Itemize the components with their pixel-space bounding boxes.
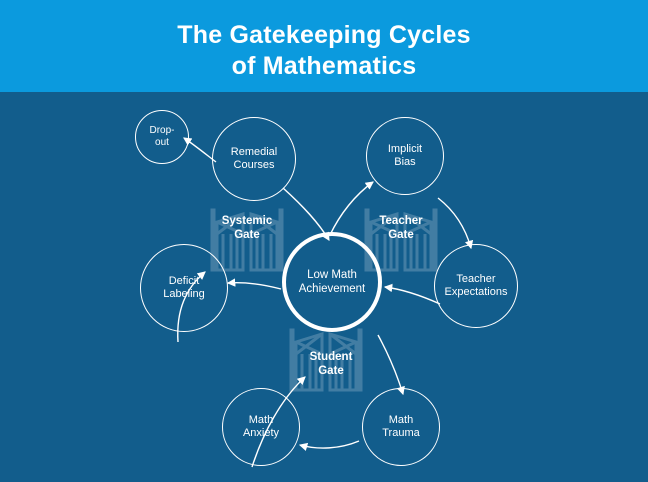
gate-label-student-line-1: Student — [309, 351, 353, 363]
page-title-line-1: The Gatekeeping Cycles — [177, 21, 471, 49]
gate-label-systemic-line-1: Systemic — [221, 215, 273, 227]
arrow-center-to-deficit — [228, 283, 281, 289]
arrow-expectations-to-center — [385, 287, 440, 304]
node-math-anxiety[interactable] — [222, 388, 300, 466]
node-teacher-expectations-line-2: Expectations — [444, 286, 508, 298]
node-dropout[interactable] — [135, 110, 189, 164]
page-title — [0, 20, 648, 82]
node-low-math-achievement[interactable] — [282, 232, 382, 332]
node-math-trauma[interactable] — [362, 388, 440, 466]
node-deficit-labeling-line-1: Deficit — [168, 275, 200, 287]
node-math-trauma-line-1: Math — [388, 414, 414, 426]
node-deficit-labeling[interactable] — [140, 244, 228, 332]
gate-label-systemic-line-2: Gate — [234, 229, 260, 241]
node-implicit-bias[interactable] — [366, 117, 444, 195]
node-dropout-line-1: Drop- — [149, 125, 175, 136]
node-math-trauma-line-2: Trauma — [382, 427, 420, 439]
gate-label-teacher-line-1: Teacher — [379, 215, 423, 227]
gate-label-teacher-line-2: Gate — [388, 229, 414, 241]
gate-label-systemic — [202, 214, 292, 242]
node-remedial-courses-line-2: Courses — [233, 159, 275, 171]
node-math-anxiety-line-1: Math — [248, 414, 274, 426]
arrow-trauma-to-anxiety — [300, 441, 359, 448]
center-node-line-2: Achievement — [298, 283, 366, 295]
node-deficit-labeling-line-2: Labeling — [163, 288, 205, 300]
center-node-line-1: Low Math — [307, 269, 357, 281]
node-remedial-courses[interactable] — [212, 117, 296, 201]
arrow-center-to-math-trauma — [378, 335, 403, 394]
gate-label-teacher — [356, 214, 446, 242]
node-implicit-bias-line-1: Implicit — [387, 143, 423, 155]
page-title-line-2: of Mathematics — [231, 52, 417, 80]
node-implicit-bias-line-2: Bias — [394, 156, 416, 168]
node-math-anxiety-line-2: Anxiety — [242, 427, 280, 439]
cycle-diagram — [0, 92, 648, 482]
gate-label-student-line-2: Gate — [318, 365, 344, 377]
node-teacher-expectations[interactable] — [434, 244, 518, 328]
node-teacher-expectations-line-1: Teacher — [456, 273, 496, 285]
gate-label-student — [286, 350, 376, 378]
node-remedial-courses-line-1: Remedial — [230, 146, 278, 158]
node-dropout-line-2: out — [155, 137, 169, 148]
